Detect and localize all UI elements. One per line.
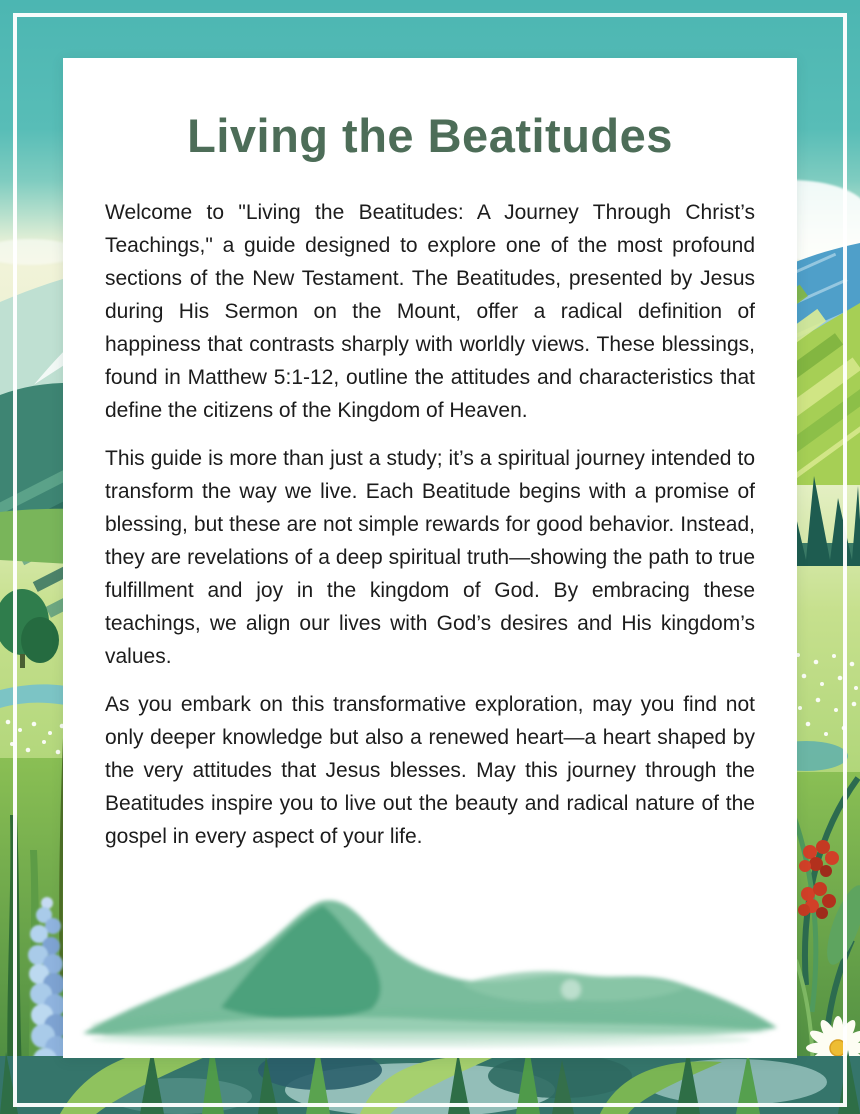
body-paragraph: Welcome to "Living the Beatitudes: A Journey Through Christ’s Teachings," a guide designed to explore one of the most profound sections of the New Testament. The Beatitudes, presented by Jesus during His Sermon on the Mount, offer a radical definition of happiness that contrasts sharply with worldly views. These blessings, found in Matthew 5:1-12, outline the attitudes and characteristics that define the citizens of the Kingdom of Heaven. [105, 200, 755, 422]
body-text [105, 196, 755, 853]
page-title: Living the Beatitudes [187, 109, 673, 162]
body-paragraph: This guide is more than just a study; it’s a spiritual journey intended to transform the way we live. Each Beatitude begins with a promise of blessing, but these are not simple rewards for good behavior. Instead, they are revelations of a deep spiritual truth—showing the path to true fulfillment and joy in the kingdom of God. By embracing these teachings, we align our lives with God’s desires and His kingdom’s values. [105, 446, 755, 668]
body-paragraph: As you embark on this transformative exploration, may you find not only deeper knowledge but also a renewed heart—a heart shaped by the very attitudes that Jesus blesses. May this journey through the Beatitudes inspire you to live out the beauty and radical nature of the gospel in every aspect of your life. [105, 692, 755, 848]
content-card [63, 58, 797, 1058]
watercolor-mountain-illustration [71, 885, 789, 1050]
